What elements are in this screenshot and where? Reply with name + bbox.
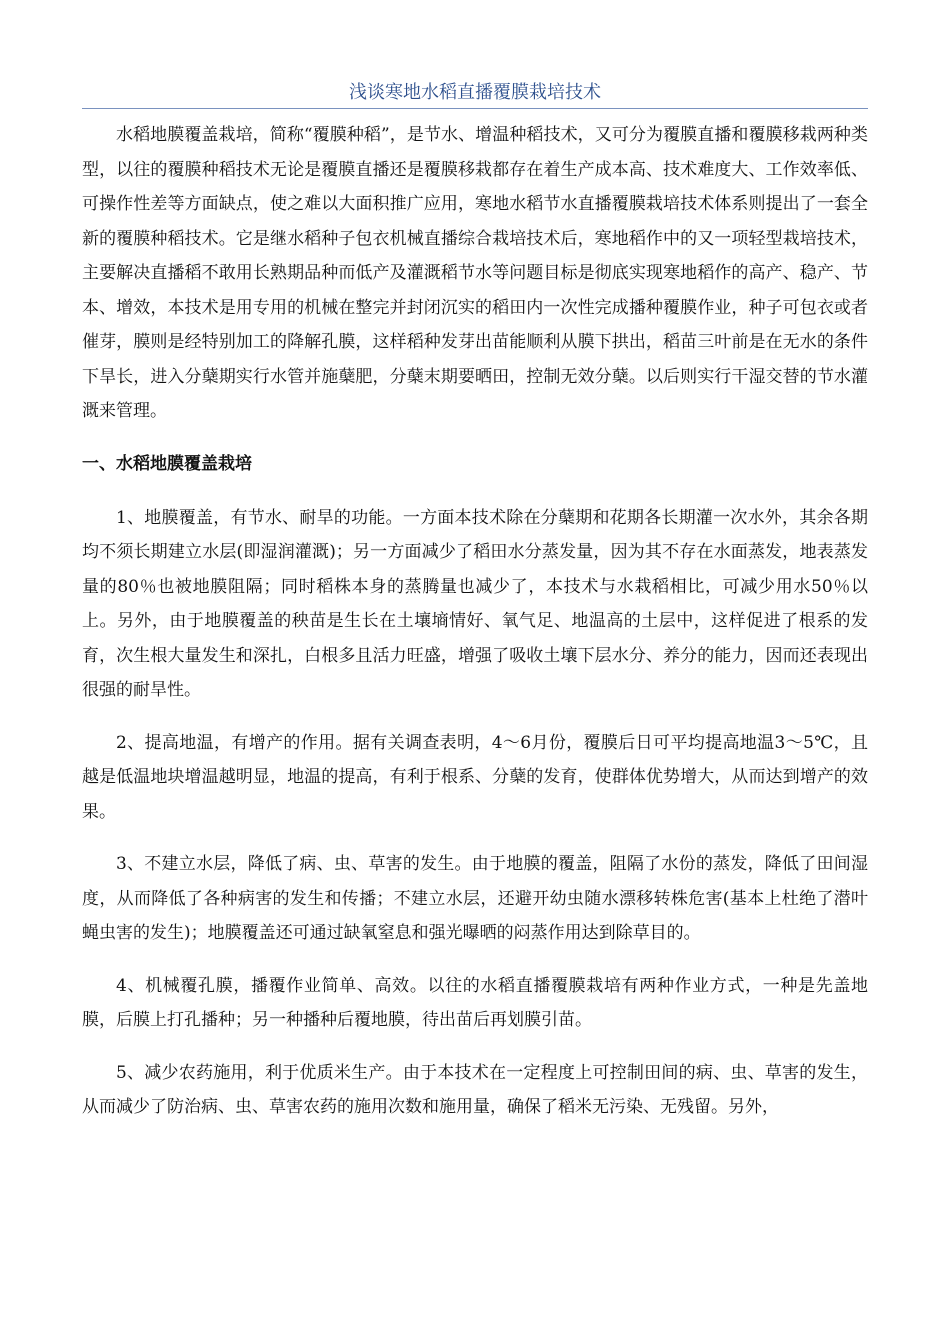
- point-paragraph-2: 2、提高地温，有增产的作用。据有关调查表明，4～6月份，覆膜后日可平均提高地温3～5℃，且越是低温地块增温越明显，地温的提高，有利于根系、分蘖的发育，使群体优势增大，从而达到增产的效果。: [82, 732, 868, 822]
- title-underline: [82, 108, 868, 109]
- point-paragraph-3: 3、不建立水层，降低了病、虫、草害的发生。由于地膜的覆盖，阻隔了水份的蒸发，降低了田间湿度，从而降低了各种病害的发生和传播；不建立水层，还避开幼虫随水漂移转株危害(基本上杜绝了潜叶蝇虫害的发生)；地膜覆盖还可通过缺氧窒息和强光曝晒的闷蒸作用达到除草目的。: [82, 854, 868, 943]
- section-heading: 一、水稻地膜覆盖栽培: [82, 453, 252, 474]
- point-paragraph-4: 4、机械覆孔膜，播覆作业简单、高效。以往的水稻直播覆膜栽培有两种作业方式，一种是先盖地膜，后膜上打孔播种；另一种播种后覆地膜，待出苗后再划膜引苗。: [82, 975, 868, 1030]
- point-paragraph-5: 5、减少农药施用，利于优质米生产。由于本技术在一定程度上可控制田间的病、虫、草害的发生，从而减少了防治病、虫、草害农药的施用次数和施用量，确保了稻米无污染、无残留。另外，: [82, 1062, 868, 1117]
- intro-paragraph: 水稻地膜覆盖栽培，简称“覆膜种稻”，是节水、增温种稻技术，又可分为覆膜直播和覆膜移栽两种类型，以往的覆膜种稻技术无论是覆膜直播还是覆膜移栽都存在着生产成本高、技术难度大、工作效率低、可操作性差等方面缺点，使之难以大面积推广应用，寒地水稻节水直播覆膜栽培技术体系则提出了一套全新的覆膜种稻技术。它是继水稻种子包衣机械直播综合栽培技术后，寒地稻作中的又一项轻型栽培技术，主要解决直播稻不敢用长熟期品种而低产及灌溉稻节水等问题目标是彻底实现寒地稻作的高产、稳产、节本、增效，本技术是用专用的机械在整完并封闭沉实的稻田内一次性完成播种覆膜作业，种子可包衣或者催芽，膜则是经特别加工的降解孔膜，这样稻种发芽出苗能顺利从膜下拱出，稻苗三叶前是在无水的条件下旱长，进入分蘖期实行水管并施蘖肥，分蘖末期要晒田，控制无效分蘖。以后则实行干湿交替的节水灌溉来管理。: [82, 125, 868, 421]
- point-paragraph-1: 1、地膜覆盖，有节水、耐旱的功能。一方面本技术除在分蘖期和花期各长期灌一次水外，其余各期均不须长期建立水层(即湿润灌溉)；另一方面减少了稻田水分蒸发量，因为其不存在水面蒸发，地表蒸发量的80％也被地膜阻隔；同时稻株本身的蒸腾量也减少了，本技术与水栽稻相比，可减少用水50％以上。另外，由于地膜覆盖的秧苗是生长在土壤墒情好、氧气足、地温高的土层中，这样促进了根系的发育，次生根大量发生和深扎，白根多且活力旺盛，增强了吸收土壤下层水分、养分的能力，因而还表现出很强的耐旱性。: [82, 507, 868, 700]
- document-body: [82, 118, 868, 1143]
- document-title: 浅谈寒地水稻直播覆膜栽培技术: [349, 82, 601, 103]
